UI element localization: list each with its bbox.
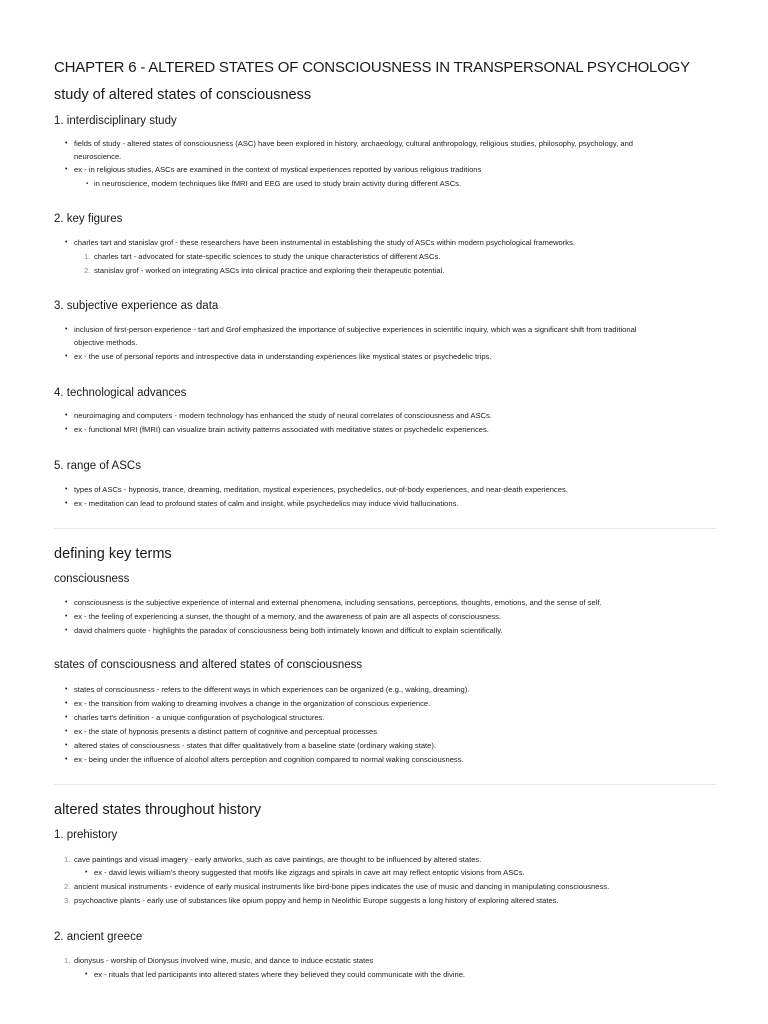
list-item: • ex - functional MRI (fMRI) can visualize brain activity patterns associated with meditative states or psychedelic experiences.: [74, 425, 489, 435]
section-heading-study: study of altered states of consciousness: [54, 87, 312, 103]
list-item: • inclusion of first-person experience - tart and Grof emphasized the importance of subjective experiences in scientific inquiry, which was a significant shift from traditional: [74, 325, 636, 335]
chapter-title: CHAPTER 6 - ALTERED STATES OF CONSCIOUSNESS IN TRANSPERSONAL PSYCHOLOGY: [54, 59, 690, 76]
numbered-item: [64, 855, 482, 865]
item-number: 1.: [64, 956, 71, 965]
subheading-ancient-greece: 2. ancient greece: [54, 931, 143, 943]
section-heading-history: altered states throughout history: [54, 802, 262, 818]
list-item: • david chalmers quote - highlights the paradox of consciousness being both intimately known and difficult to explain scientifically.: [74, 626, 503, 636]
item-number: 1.: [64, 855, 71, 864]
list-item: • ex - the feeling of experiencing a sunset, the thought of a memory, and the awareness of pain are all aspects of consciousness.: [74, 612, 501, 622]
section-divider: [54, 784, 716, 785]
item-text: charles tart - advocated for state-specific sciences to study the unique characteristics of different ASCs.: [94, 252, 441, 261]
list-item: • altered states of consciousness - states that differ qualitatively from a baseline state (ordinary waking state).: [74, 741, 436, 751]
sub-list-item: • ex - rituals that led participants into altered states where they believed they could communicate with the divine.: [94, 970, 465, 980]
subheading-key-figures: 2. key figures: [54, 213, 123, 225]
item-text: cave paintings and visual imagery - early artworks, such as cave paintings, are thought to be influenced by altered states.: [74, 855, 482, 864]
numbered-item: [64, 896, 559, 906]
section-divider: [54, 528, 716, 529]
list-item: • charles tart and stanislav grof - these researchers have been instrumental in establishing the study of ASCs within modern psychological frameworks.: [74, 238, 575, 248]
list-item: • fields of study - altered states of consciousness (ASC) have been explored in history, archaeology, cultural anthropology, religious studies, philosophy, psychology, and: [74, 139, 633, 149]
list-item-continuation: objective methods.: [74, 338, 138, 347]
subheading-prehistory: 1. prehistory: [54, 829, 118, 841]
item-text: psychoactive plants - early use of substances like opium poppy and hemp in Neolithic Europe suggests a long history of exploring altered states.: [74, 896, 559, 905]
item-text: stanislav grof - worked on integrating ASCs into clinical practice and exploring their therapeutic potential.: [94, 266, 445, 275]
item-number: 2.: [84, 266, 91, 275]
list-item: • ex - the state of hypnosis presents a distinct pattern of cognitive and perceptual processes: [74, 727, 377, 737]
numbered-item: [84, 252, 441, 262]
item-number: 2.: [64, 882, 71, 891]
sub-list-item: • ex - david lewis william's theory suggested that motifs like zigzags and spirals in cave art may reflect entoptic visions from ASCs.: [94, 868, 525, 878]
list-item-continuation: neuroscience.: [74, 152, 122, 161]
list-item: • ex - being under the influence of alcohol alters perception and cognition compared to normal waking consciousness.: [74, 755, 464, 765]
item-number: 3.: [64, 896, 71, 905]
list-item: • consciousness is the subjective experience of internal and external phenomena, including sensations, perceptions, thoughts, emotions, and the sense of self.: [74, 598, 602, 608]
item-text: ancient musical instruments - evidence of early musical instruments like bird-bone pipes indicates the use of music and dancing in manipulating consciousness.: [74, 882, 610, 891]
numbered-item: [64, 956, 374, 966]
subheading-range: 5. range of ASCs: [54, 460, 141, 472]
subheading-interdisciplinary: 1. interdisciplinary study: [54, 115, 177, 127]
list-item: • states of consciousness - refers to the different ways in which experiences can be organized (e.g., waking, dreaming).: [74, 685, 469, 695]
subheading-technological: 4. technological advances: [54, 387, 187, 399]
numbered-item: [64, 882, 610, 892]
item-text: dionysus - worship of Dionysus involved wine, music, and dance to induce ecstatic states: [74, 956, 374, 965]
list-item: • types of ASCs - hypnosis, trance, dreaming, meditation, mystical experiences, psychedelics, out-of-body experiences, and near-death experiences.: [74, 485, 568, 495]
numbered-item: [84, 266, 445, 276]
subheading-consciousness: consciousness: [54, 573, 130, 585]
subheading-subjective: 3. subjective experience as data: [54, 300, 219, 312]
list-item: • charles tart's definition - a unique configuration of psychological structures.: [74, 713, 325, 723]
item-number: 1.: [84, 252, 91, 261]
list-item: • ex - the use of personal reports and introspective data in understanding experiences like mystical states or psychedelic trips.: [74, 352, 491, 362]
list-item: • neuroimaging and computers - modern technology has enhanced the study of neural correlates of consciousness and ASCs.: [74, 411, 492, 421]
list-item: • ex - meditation can lead to profound states of calm and insight, while psychedelics may induce vivid hallucinations.: [74, 499, 459, 509]
section-heading-defining: defining key terms: [54, 546, 172, 562]
list-item: • ex - in religious studies, ASCs are examined in the context of mystical experiences reported by various religious traditions: [74, 165, 481, 175]
subheading-states: states of consciousness and altered states of consciousness: [54, 659, 363, 671]
list-item: • ex - the transition from waking to dreaming involves a change in the organization of conscious experience.: [74, 699, 430, 709]
sub-list-item: ▪ in neuroscience, modern techniques like fMRI and EEG are used to study brain activity during different ASCs.: [94, 179, 461, 189]
